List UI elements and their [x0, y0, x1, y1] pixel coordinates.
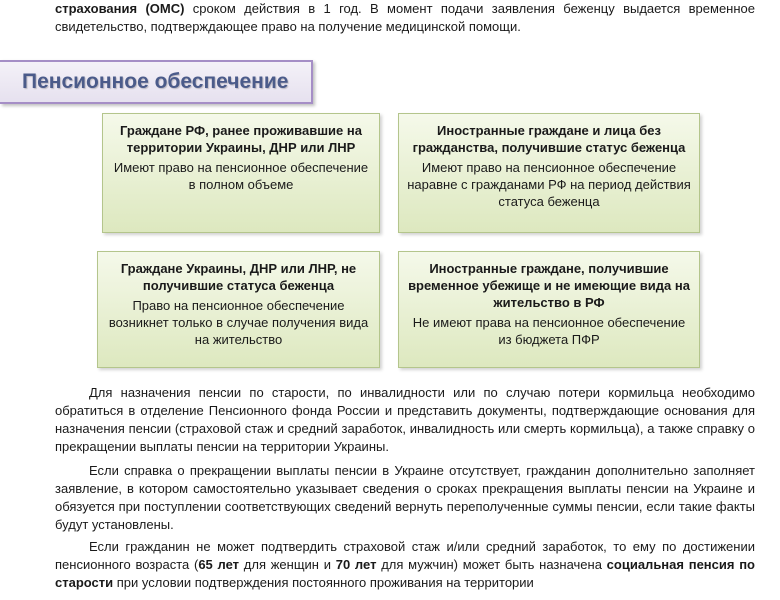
box-body: Право на пенсионное обеспечение возникнет только в случае получения вида на жительство — [108, 298, 369, 347]
p3-text-c: для женщин и — [239, 557, 336, 572]
paragraph-social-pension — [55, 538, 755, 592]
box-title: Иностранные граждане, получившие временное убежище и не имеющие вида на жительство в РФ — [408, 261, 690, 310]
p3-bold-age-women: 65 лет — [198, 557, 240, 572]
info-box-temporary-asylum — [398, 251, 700, 368]
info-box-ukraine-citizens — [97, 251, 380, 368]
box-body: Имеют право на пенсионное обеспечение в полном объеме — [113, 160, 369, 192]
box-title: Граждане РФ, ранее проживавшие на территории Украины, ДНР или ЛНР — [120, 123, 362, 155]
info-box-rf-citizens — [102, 113, 380, 233]
box-body: Имеют право на пенсионное обеспечение наравне с гражданами РФ на период действия статуса беженца — [407, 160, 691, 209]
p3-text-e: при условии подтверждения постоянного проживания на территории — [113, 575, 534, 590]
intro-text: сроком действия в 1 год. В момент подачи заявления беженцу выдается временное свидетельство, подтверждающее право на получение медицинской помощи. — [55, 1, 755, 34]
box-title: Иностранные граждане и лица без гражданства, получившие статус беженца — [412, 123, 686, 155]
box-body: Не имеют права на пенсионное обеспечение из бюджета ПФР — [412, 315, 686, 347]
p3-bold-age-men: 70 лет — [335, 557, 377, 572]
box-title: Граждане Украины, ДНР или ЛНР, не получившие статуса беженца — [120, 261, 357, 293]
p3-bold-social-pension: социальная пенсия по старости — [55, 557, 755, 590]
paragraph-no-certificate: Если справка о прекращении выплаты пенсии в Украине отсутствует, гражданин дополнительно заполняет заявление, в котором самостоятельно указывает сведения о сроках прекращения выплаты пенсии на Украине и обязуется при поступлении соответствующих сведений вернуть переполученные суммы пенсии, если такие факты будут установлены. — [55, 463, 755, 532]
section-title: Пенсионное обеспечение — [22, 70, 289, 93]
p3-text-a: Если гражданин не может подтвердить страховой стаж и/или средний заработок, то ему по достижении пенсионного возраста ( — [55, 539, 755, 572]
section-header — [0, 60, 313, 104]
info-box-refugees — [398, 113, 700, 233]
intro-paragraph — [55, 0, 755, 36]
paragraph-documents: Для назначения пенсии по старости, по инвалидности или по случаю потери кормильца необходимо обратиться в отделение Пенсионного фонда России и представить документы, подтверждающие основания для назначения пенсии (страховой стаж и средний заработок, инвалидность или смерть кормильца), а также справку о прекращении выплаты пенсии на территории Украины. — [55, 385, 755, 454]
p3-text-d: для мужчин) может быть назначена — [376, 557, 607, 572]
intro-bold: страхования (ОМС) — [55, 1, 185, 16]
